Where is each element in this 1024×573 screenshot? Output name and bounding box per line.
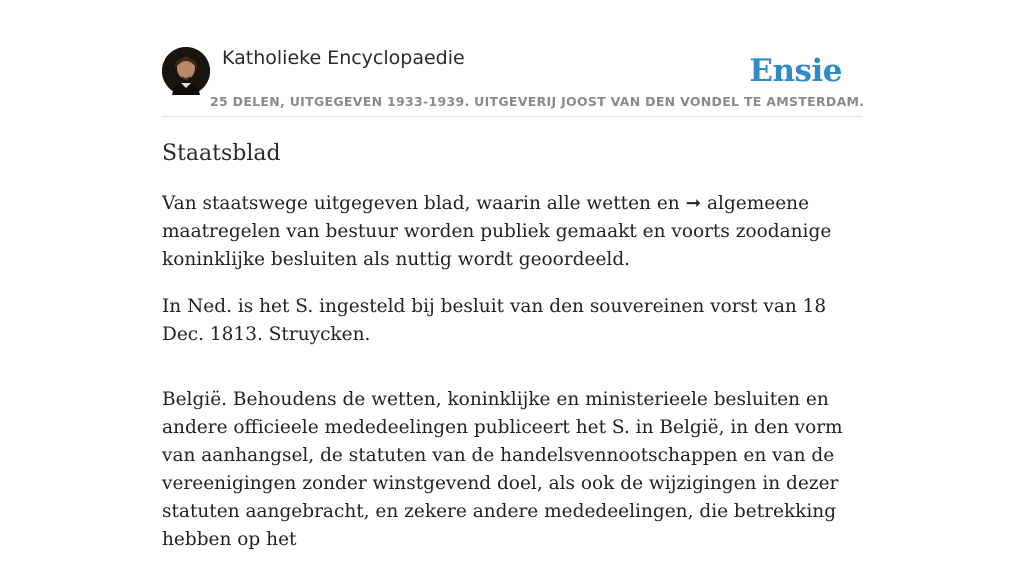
arrow-link-icon[interactable]: ➞: [685, 193, 702, 214]
paragraph-netherlands: In Ned. is het S. ingesteld bij besluit van den souvereinen vorst van 18 Dec. 1813. Struycken.: [162, 296, 827, 345]
paragraph-text: algemeene maatregelen van bestuur worden publiek gemaakt en voorts zoodanige koninklijke besluiten als nuttig wordt geoordeeld.: [162, 193, 832, 270]
paragraph-definition: [162, 190, 862, 274]
paragraph-belgium: België. Behoudens de wetten, koninklijke en ministerieele besluiten en andere officieele mededeelingen publiceert het S. in België, in den vorm van aanhangsel, de statuten van de handelsvennootschappen en van de vereenigingen zonder winstgevend doel, als ook de wijzigingen in dezer statuten aangebracht, en zekere andere mededeelingen, die betrekking hebben op het: [162, 389, 843, 550]
source-meta: 25 DELEN, UITGEGEVEN 1933-1939. UITGEVERIJ JOOST VAN DEN VONDEL TE AMSTERDAM.: [210, 94, 865, 109]
portrait-icon: [162, 47, 210, 95]
paragraph-text: Van staatswege uitgegeven blad, waarin alle wetten en: [162, 193, 680, 214]
article-title: Staatsblad: [162, 141, 281, 166]
article: [162, 138, 862, 573]
source-header: [162, 46, 865, 117]
source-title[interactable]: Katholieke Encyclopaedie: [222, 47, 465, 69]
brand-logo[interactable]: Ensie: [749, 53, 842, 89]
source-avatar[interactable]: [162, 47, 210, 95]
